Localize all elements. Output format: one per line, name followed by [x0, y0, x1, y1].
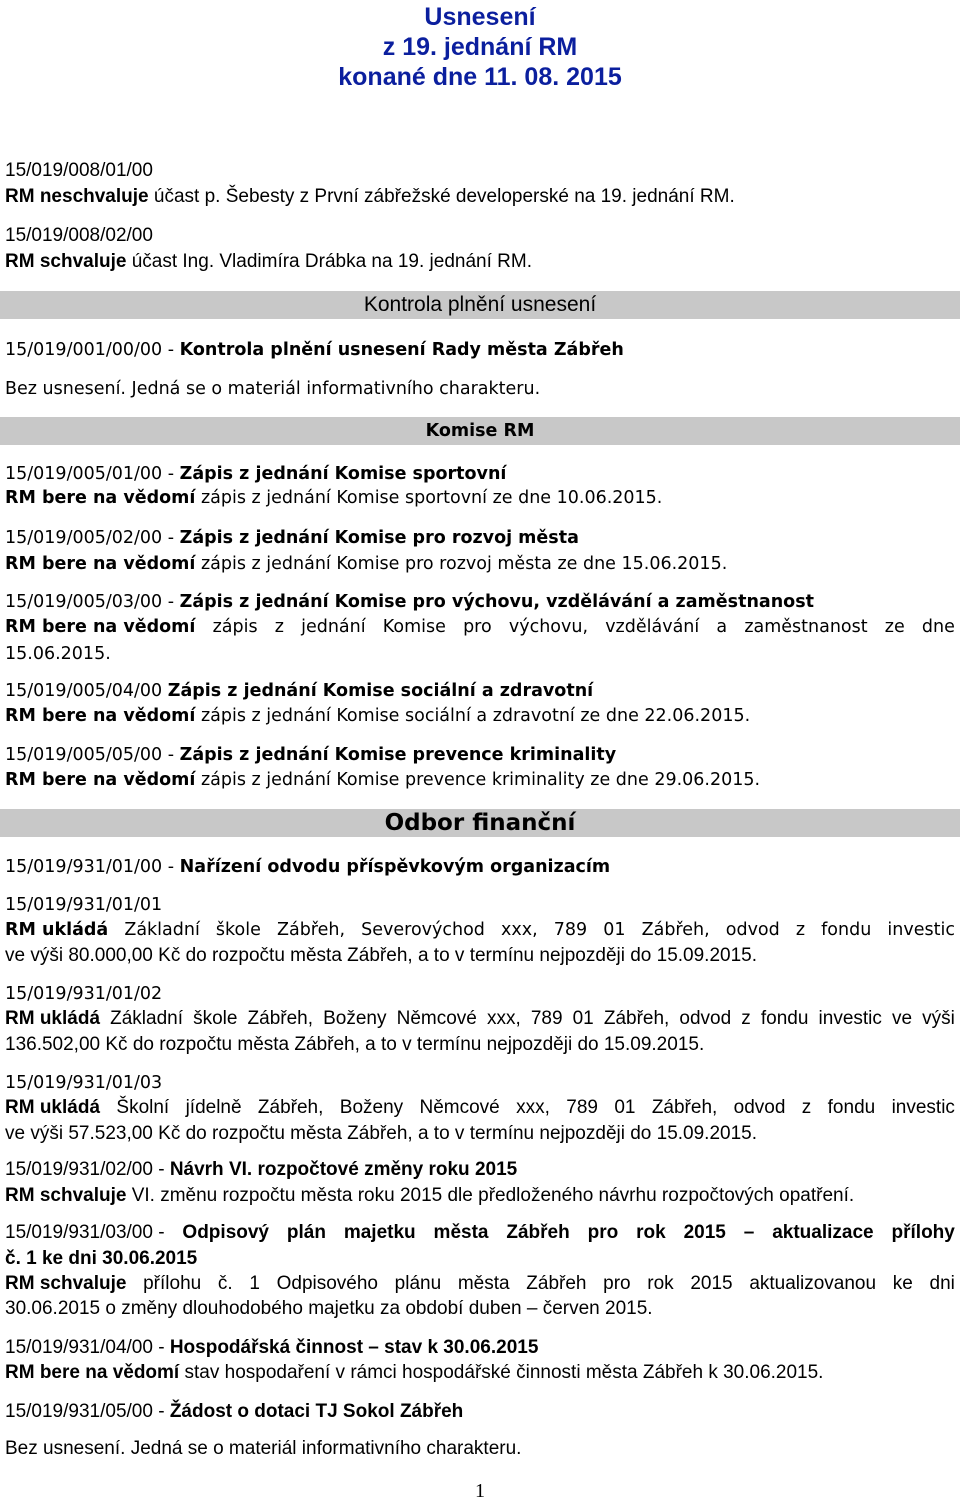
uklada1-line2: ve výši 80.000,00 Kč do rozpočtu města Zábřeh, a to v termínu nejpozději do 15.09.2015.	[5, 945, 758, 966]
word: přílohy	[891, 1222, 955, 1243]
doc-title: Usnesení	[424, 3, 536, 31]
word: výši	[922, 1008, 955, 1029]
word: rok	[636, 1222, 666, 1243]
kontrola-title: Kontrola plnění usnesení Rady města Zábřeh	[179, 340, 624, 360]
zmena-title: Návrh VI. rozpočtové změny roku 2015	[169, 1159, 518, 1180]
word: fondu	[821, 920, 872, 940]
word: Základní	[110, 1008, 183, 1029]
zmena-header	[5, 1158, 517, 1182]
word: ze	[884, 617, 905, 637]
dotace-title: Žádost o dotaci TJ Sokol Zábřeh	[169, 1401, 464, 1422]
dotace-header	[5, 1400, 463, 1424]
word: fondu	[827, 1097, 876, 1118]
word: výchovu,	[508, 617, 589, 637]
word: Zábřeh,	[603, 1008, 670, 1029]
word: města	[457, 1273, 510, 1294]
word: pro	[463, 617, 492, 637]
komise-item1-body	[5, 486, 662, 510]
word: –	[743, 1222, 755, 1243]
word: z	[801, 1097, 812, 1118]
word: Němcové	[396, 1008, 477, 1029]
dotace-note: Bez usnesení. Jedná se o materiál informativního charakteru.	[5, 1438, 522, 1459]
word: škole	[193, 1008, 238, 1029]
word: škole	[215, 920, 261, 940]
kontrola-code: 15/019/001/00/00 -	[5, 340, 180, 360]
komise-item5-header	[5, 743, 616, 767]
intro-item2	[5, 250, 532, 274]
word: investic	[891, 1097, 955, 1118]
word: pro	[603, 1273, 631, 1294]
narizeni-title: Nařízení odvodu příspěvkovým organizacím	[179, 857, 611, 877]
word: Zábřeh,	[641, 920, 710, 940]
word: 01	[603, 920, 626, 940]
word: 2015	[690, 1273, 733, 1294]
word: vzdělávání	[605, 617, 700, 637]
word: zaměstnanost	[744, 617, 868, 637]
intro-item2-code: 15/019/008/02/00	[5, 225, 153, 246]
odpis-header	[5, 1221, 955, 1245]
word: z	[795, 920, 806, 940]
word: Komise	[382, 617, 446, 637]
narizeni-code: 15/019/931/01/00 -	[5, 857, 180, 877]
word: investic	[887, 920, 955, 940]
word: xxx,	[516, 1097, 550, 1118]
uklada1-code: 15/019/931/01/01	[5, 895, 163, 915]
word: odvod	[679, 1008, 732, 1029]
word: Školní	[116, 1097, 170, 1118]
word: Němcové	[419, 1097, 500, 1118]
word: xxx,	[501, 920, 538, 940]
komise-item4-title: Zápis z jednání Komise sociální a zdravotní	[167, 681, 594, 701]
uklada3-lead: RM ukládá	[5, 1097, 101, 1118]
word: aktualizace	[772, 1222, 874, 1243]
odpis-title-cont: č. 1 ke dni 30.06.2015	[5, 1248, 198, 1269]
kontrola-note: Bez usnesení. Jedná se o materiál informativního charakteru.	[5, 379, 541, 399]
word: a	[716, 617, 728, 637]
word: z	[741, 1008, 751, 1029]
intro-item2-text: účast Ing. Vladimíra Drábka na 19. jednání RM.	[126, 251, 532, 272]
word: plánu	[394, 1273, 442, 1294]
uklada3-line2: ve výši 57.523,00 Kč do rozpočtu města Zábřeh, a to v termínu nejpozději do 15.09.2015.	[5, 1123, 758, 1144]
intro-item1-lead: RM neschvaluje	[5, 186, 149, 207]
word: dni	[929, 1273, 955, 1294]
intro-item2-lead: RM schvaluje	[5, 251, 127, 272]
word: xxx,	[486, 1008, 521, 1029]
word: odvod	[733, 1097, 786, 1118]
hosp-text: stav hospodaření v rámci hospodářské činnosti města Zábřeh k 30.06.2015.	[179, 1362, 824, 1383]
komise-item5-body	[5, 768, 760, 792]
word: Zábřeh,	[247, 1008, 314, 1029]
zmena-text: VI. změnu rozpočtu města roku 2015 dle předloženého návrhu rozpočtových opatření.	[126, 1185, 855, 1206]
word: jednání	[301, 617, 366, 637]
zmena-code: 15/019/931/02/00 -	[5, 1159, 170, 1180]
word: Zábřeh	[506, 1222, 570, 1243]
word: dne	[921, 617, 955, 637]
doc-subtitle: z 19. jednání RM	[382, 33, 578, 61]
word: plán	[286, 1222, 326, 1243]
word: rok	[647, 1273, 674, 1294]
zmena-body	[5, 1184, 854, 1208]
hosp-lead: RM bere na vědomí	[5, 1362, 180, 1383]
word: Boženy	[339, 1097, 404, 1118]
word: Boženy	[323, 1008, 387, 1029]
kontrola-item	[5, 338, 624, 362]
word: Zábřeh,	[257, 1097, 324, 1118]
komise-item3-code: 15/019/005/03/00 -	[5, 592, 180, 612]
komise-item2-body	[5, 552, 727, 576]
uklada2-lead: RM ukládá	[5, 1008, 101, 1029]
section-heading-financni: Odbor finanční	[0, 809, 960, 837]
komise-item1-title: Zápis z jednání Komise sportovní	[179, 464, 507, 484]
komise-item1-code: 15/019/005/01/00 -	[5, 464, 180, 484]
komise-item1-text: zápis z jednání Komise sportovní ze dne 10.06.2015.	[195, 488, 663, 508]
hosp-body	[5, 1361, 823, 1385]
word: Severovýchod	[361, 920, 485, 940]
word: 1	[249, 1273, 260, 1294]
word: ke	[892, 1273, 913, 1294]
komise-item4-header	[5, 679, 593, 703]
komise-item4-lead: RM bere na vědomí	[5, 706, 196, 726]
hosp-code: 15/019/931/04/00 -	[5, 1337, 170, 1358]
word: jídelně	[185, 1097, 242, 1118]
narizeni-header	[5, 855, 610, 879]
komise-item2-title: Zápis z jednání Komise pro rozvoj města	[179, 528, 579, 548]
komise-item5-title: Zápis z jednání Komise prevence kriminality	[179, 745, 617, 765]
odpis-body-cont: 30.06.2015 o změny dlouhodobého majetku za období duben – červen 2015.	[5, 1298, 653, 1319]
intro-item1-text: účast p. Šebesty z První zábřežské developerské na 19. jednání RM.	[148, 186, 735, 207]
word: Zábřeh	[526, 1273, 587, 1294]
word: fondu	[760, 1008, 809, 1029]
word: majetku	[343, 1222, 416, 1243]
uklada3-code: 15/019/931/01/03	[5, 1073, 163, 1093]
komise-item2-code: 15/019/005/02/00 -	[5, 528, 180, 548]
word: Odpisový	[182, 1222, 269, 1243]
komise-item4-code: 15/019/005/04/00	[5, 681, 168, 701]
komise-item2-lead: RM bere na vědomí	[5, 554, 196, 574]
komise-item4-body	[5, 704, 750, 728]
word: města	[433, 1222, 489, 1243]
komise-item1-lead: RM bere na vědomí	[5, 488, 196, 508]
word: pro	[587, 1222, 619, 1243]
word: Odpisového	[276, 1273, 378, 1294]
word: investic	[818, 1008, 882, 1029]
komise-item4-text: zápis z jednání Komise sociální a zdravotní ze dne 22.06.2015.	[195, 706, 751, 726]
komise-item3-body-cont: 15.06.2015.	[5, 644, 111, 664]
uklada1-line1	[5, 918, 955, 942]
word: odvod	[725, 920, 780, 940]
uklada2-line2: 136.502,00 Kč do rozpočtu města Zábřeh, a to v termínu nejpozději do 15.09.2015.	[5, 1034, 705, 1055]
word: 789	[553, 920, 588, 940]
intro-item1-code: 15/019/008/01/00	[5, 160, 153, 181]
odpis-lead: RM schvaluje	[5, 1273, 127, 1294]
komise-item3-body	[5, 615, 955, 639]
word: 789	[566, 1097, 598, 1118]
zmena-lead: RM schvaluje	[5, 1185, 127, 1206]
word: zápis	[212, 617, 258, 637]
word: Zábřeh,	[276, 920, 346, 940]
section-heading-komise: Komise RM	[0, 417, 960, 445]
word: přílohu	[143, 1273, 202, 1294]
word: 01	[572, 1008, 594, 1029]
komise-item2-text: zápis z jednání Komise pro rozvoj města ze dne 15.06.2015.	[195, 554, 728, 574]
word: aktualizovanou	[749, 1273, 877, 1294]
word: 2015	[683, 1222, 726, 1243]
komise-item3-title: Zápis z jednání Komise pro výchovu, vzdělávání a zaměstnanost	[179, 592, 814, 612]
odpis-body	[5, 1272, 955, 1296]
komise-item5-lead: RM bere na vědomí	[5, 770, 196, 790]
komise-item3-lead: RM bere na vědomí	[5, 617, 196, 637]
page-number: 1	[475, 1480, 485, 1502]
word: 01	[614, 1097, 636, 1118]
uklada3-line1	[5, 1096, 955, 1120]
word: 789	[530, 1008, 563, 1029]
doc-date-line: konané dne 11. 08. 2015	[338, 63, 622, 91]
intro-item1	[5, 185, 735, 209]
section-heading-kontrola: Kontrola plnění usnesení	[0, 291, 960, 319]
hosp-title: Hospodářská činnost – stav k 30.06.2015	[169, 1337, 539, 1358]
komise-item2-header	[5, 526, 579, 550]
komise-item5-text: zápis z jednání Komise prevence kriminality ze dne 29.06.2015.	[195, 770, 761, 790]
word: Zábřeh,	[651, 1097, 718, 1118]
dotace-code: 15/019/931/05/00 -	[5, 1401, 170, 1422]
uklada2-code: 15/019/931/01/02	[5, 984, 163, 1004]
word: z	[274, 617, 284, 637]
komise-item1-header	[5, 462, 506, 486]
komise-item3-header	[5, 590, 814, 614]
word: Základní	[124, 920, 200, 940]
word: ve	[891, 1008, 913, 1029]
word: č.	[217, 1273, 233, 1294]
hosp-header	[5, 1336, 538, 1360]
uklada1-lead: RM ukládá	[5, 920, 109, 940]
uklada2-line1	[5, 1007, 955, 1031]
komise-item5-code: 15/019/005/05/00 -	[5, 745, 180, 765]
odpis-code: 15/019/931/03/00 -	[5, 1222, 165, 1243]
